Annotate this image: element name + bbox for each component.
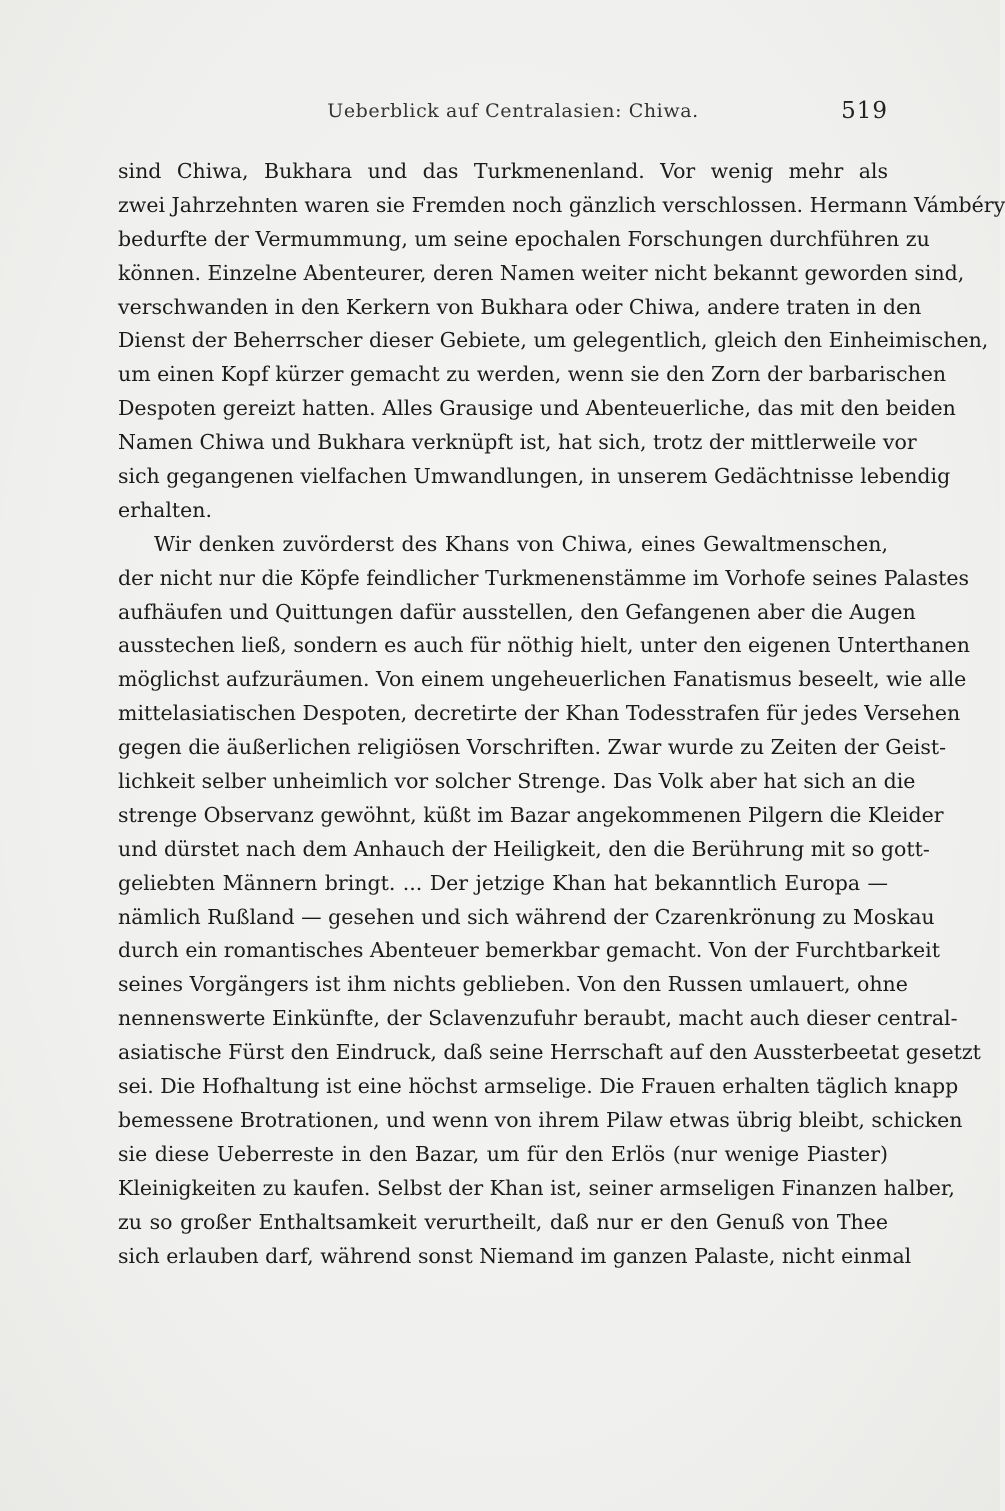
text-line: sind Chiwa, Bukhara und das Turkmenenland. Vor wenig mehr als xyxy=(118,159,888,183)
page-number: 519 xyxy=(841,98,888,124)
text-line: durch ein romantisches Abenteuer bemerkbar gemacht. Von der Furchtbarkeit xyxy=(118,938,940,963)
text-line: Wir denken zuvörderst des Khans von Chiwa, eines Gewaltmenschen, xyxy=(154,531,888,556)
text-line: Kleinigkeiten zu kaufen. Selbst der Khan ist, seiner armseligen Finanzen halber, xyxy=(118,1175,955,1200)
running-title: Ueberblick auf Centralasien: Chiwa. xyxy=(327,100,699,122)
text-line: sich erlauben darf, während sonst Niemand im ganzen Palaste, nicht einmal xyxy=(118,1243,912,1268)
text-line: mittelasiatischen Despoten, decretirte der Khan Todesstrafen für jedes Versehen xyxy=(118,701,961,726)
text-line: Namen Chiwa und Bukhara verknüpft ist, hat sich, trotz der mittlerweile vor xyxy=(118,430,917,455)
text-line: asiatische Fürst den Eindruck, daß seine Herrschaft auf den Aussterbeetat gesetzt xyxy=(118,1040,981,1065)
text-line: bemessene Brotrationen, und wenn von ihrem Pilaw etwas übrig bleibt, schicken xyxy=(118,1107,963,1132)
text-line: sich gegangenen vielfachen Umwandlungen, in unserem Gedächtnisse lebendig xyxy=(118,464,951,489)
text-line: ausstechen ließ, sondern es auch für nöthig hielt, unter den eigenen Unterthanen xyxy=(118,633,970,658)
text-line: seines Vorgängers ist ihm nichts geblieben. Von den Russen umlauert, ohne xyxy=(118,972,908,997)
text-line: nämlich Rußland — gesehen und sich während der Czarenkrönung zu Moskau xyxy=(118,904,935,929)
text-line: lichkeit selber unheimlich vor solcher Strenge. Das Volk aber hat sich an die xyxy=(118,769,916,794)
text-line: bedurfte der Vermummung, um seine epochalen Forschungen durchführen zu xyxy=(118,226,930,251)
text-line: verschwanden in den Kerkern von Bukhara oder Chiwa, andere traten in den xyxy=(118,294,922,319)
text-line: möglichst aufzuräumen. Von einem ungeheuerlichen Fanatismus beseelt, wie alle xyxy=(118,667,967,692)
text-line: um einen Kopf kürzer gemacht zu werden, wenn sie den Zorn der barbarischen xyxy=(118,362,947,387)
page-header xyxy=(118,100,888,136)
text-line: erhalten. xyxy=(118,497,213,522)
text-line: geliebten Männern bringt. ... Der jetzige Khan hat bekanntlich Europa — xyxy=(118,870,888,895)
text-line: nennenswerte Einkünfte, der Sclavenzufuhr beraubt, macht auch dieser central- xyxy=(118,1006,958,1031)
text-line: und dürstet nach dem Anhauch der Heiligkeit, den die Berührung mit so gott- xyxy=(118,836,930,861)
text-line: Despoten gereizt hatten. Alles Grausige und Abenteuerliche, das mit den beiden xyxy=(118,396,956,421)
text-line: sei. Die Hofhaltung ist eine höchst armselige. Die Frauen erhalten täglich knapp xyxy=(118,1074,959,1099)
text-line: der nicht nur die Köpfe feindlicher Turkmenenstämme im Vorhofe seines Palastes xyxy=(118,565,970,590)
text-line: zwei Jahrzehnten waren sie Fremden noch gänzlich verschlossen. Hermann Vámbéry xyxy=(118,192,1005,217)
text-line: strenge Observanz gewöhnt, küßt im Bazar angekommenen Pilgern die Kleider xyxy=(118,802,944,827)
text-line: gegen die äußerlichen religiösen Vorschriften. Zwar wurde zu Zeiten der Geist- xyxy=(118,735,947,760)
text-line: aufhäufen und Quittungen dafür ausstellen, den Gefangenen aber die Augen xyxy=(118,599,916,624)
body-text xyxy=(118,155,1005,1273)
text-line: zu so großer Enthaltsamkeit verurtheilt, daß nur er den Genuß von Thee xyxy=(118,1209,888,1234)
text-line: sie diese Ueberreste in den Bazar, um für den Erlös (nur wenige Piaster) xyxy=(118,1141,888,1166)
text-line: Dienst der Beherrscher dieser Gebiete, um gelegentlich, gleich den Einheimischen, xyxy=(118,328,989,353)
text-line: können. Einzelne Abenteurer, deren Namen weiter nicht bekannt geworden sind, xyxy=(118,260,965,285)
